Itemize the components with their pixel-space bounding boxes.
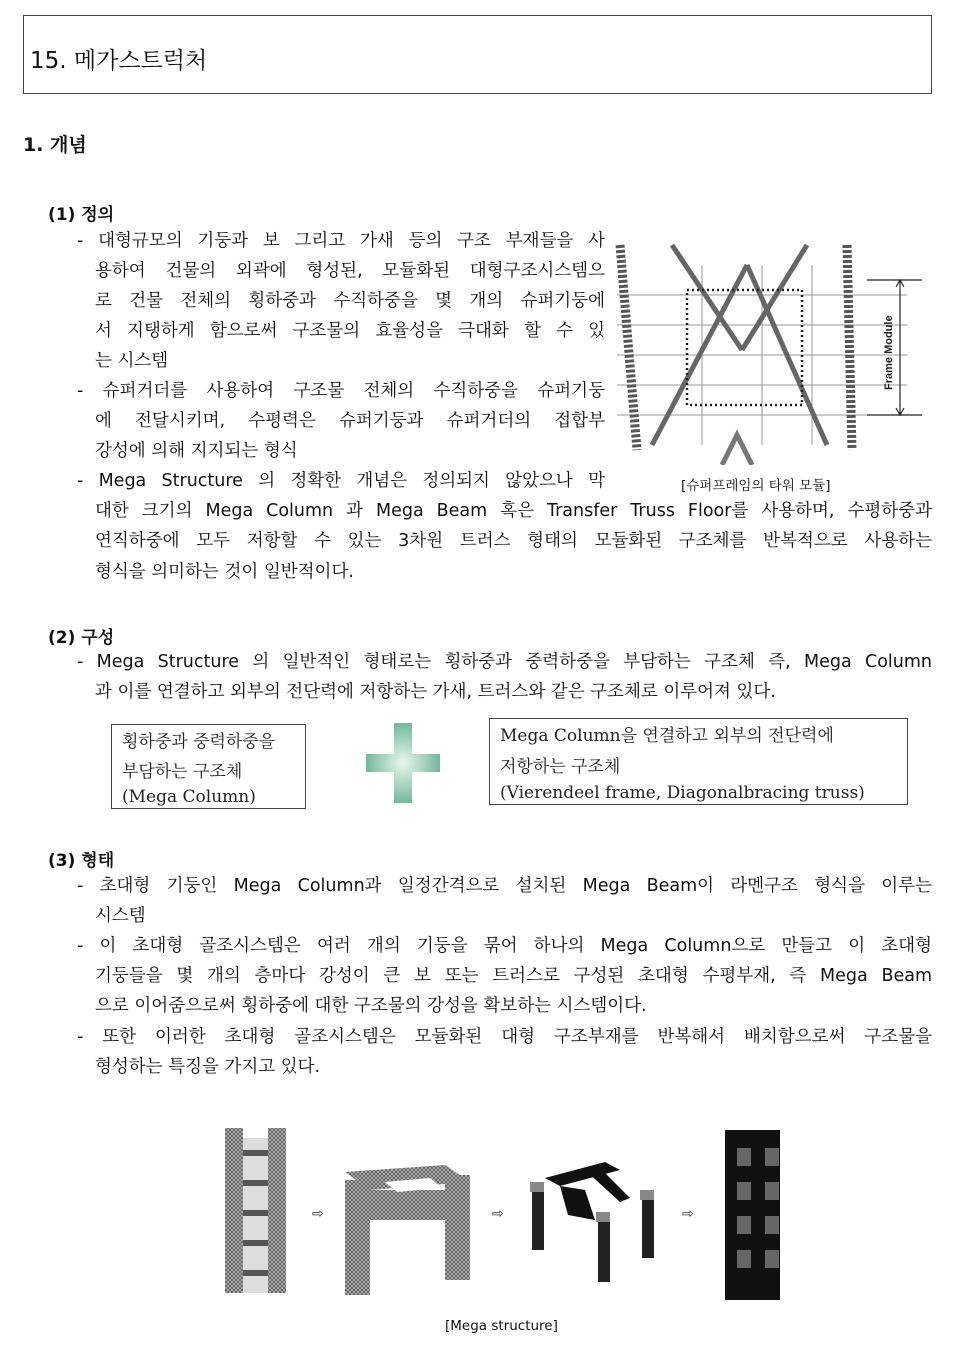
composition-heading: (2) 구성 bbox=[48, 628, 115, 648]
plus-icon bbox=[366, 723, 440, 803]
form-bullet2-line2: 기둥들을 몇 개의 층마다 강성이 큰 보 또는 트러스로 구성된 초대형 수평부재, 즉 Mega Beam bbox=[95, 966, 932, 986]
frame-module-label: Frame Module bbox=[883, 315, 895, 390]
connecting-structure-box bbox=[489, 718, 908, 805]
frame-module-stage bbox=[345, 1165, 470, 1295]
mega-column-box-line2: 부담하는 구조체 bbox=[122, 762, 243, 782]
mega-structure-tower-stage bbox=[725, 1130, 780, 1300]
arrow-icon: ⇨ bbox=[312, 1206, 324, 1222]
composition-bullet1-line2: 과 이를 연결하고 외부의 전단력에 저항하는 가새, 트러스와 같은 구조체로 이루어져 있다. bbox=[95, 682, 776, 702]
tower-module-caption: [슈퍼프레임의 타워 모듈] bbox=[681, 478, 831, 494]
mega-column-box bbox=[111, 724, 306, 809]
definition-bullet2-line2: 에 전달시키며, 수평력은 슈퍼기둥과 슈퍼거더의 접합부 bbox=[95, 411, 605, 431]
mega-structure-sequence-figure bbox=[220, 1120, 780, 1305]
title-box bbox=[23, 15, 932, 94]
connecting-structure-box-line2: 저항하는 구조체 bbox=[500, 757, 621, 777]
form-bullet3-line1: - 또한 이러한 초대형 골조시스템은 모듈화된 대형 구조부재를 반복해서 배치함으로써 구조물을 bbox=[77, 1027, 932, 1047]
form-bullet1-line1: - 초대형 기둥인 Mega Column과 일정간격으로 설치된 Mega Beam이 라멘구조 형식을 이루는 bbox=[77, 876, 932, 896]
form-heading: (3) 형태 bbox=[48, 851, 115, 871]
form-bullet1-line2: 시스템 bbox=[95, 906, 146, 926]
arrow-icon: ⇨ bbox=[492, 1206, 504, 1222]
connecting-structure-box-line3: (Vierendeel frame, Diagonalbracing truss) bbox=[500, 783, 865, 803]
form-bullet2-line1: - 이 초대형 골조시스템은 여러 개의 기둥을 묶어 하나의 Mega Column으로 만들고 이 초대형 bbox=[77, 936, 932, 956]
mega-column-box-line3: (Mega Column) bbox=[122, 787, 256, 807]
tower-frame-stage bbox=[225, 1128, 286, 1293]
definition-heading: (1) 정의 bbox=[48, 205, 115, 225]
definition-bullet1-line3: 로 건물 전체의 횡하중과 수직하중을 몇 개의 슈퍼기둥에 bbox=[95, 291, 605, 311]
arrow-icon: ⇨ bbox=[682, 1206, 694, 1222]
definition-bullet1-line1: - 대형규모의 기둥과 보 그리고 가새 등의 구조 부재들을 사 bbox=[77, 231, 605, 251]
mega-column-box-line1: 횡하중과 중력하중을 bbox=[122, 732, 276, 752]
form-bullet2-line3: 으로 이어줌으로써 횡하중에 대한 구조물의 강성을 확보하는 시스템이다. bbox=[95, 996, 647, 1016]
definition-bullet2-line1: - 슈퍼거더를 사용하여 구조물 전체의 수직하중을 슈퍼기둥 bbox=[77, 381, 605, 401]
composition-bullet1-line1: - Mega Structure 의 일반적인 형태로는 횡하중과 중력하중을 부담하는 구조체 즉, Mega Column bbox=[77, 652, 932, 672]
definition-bullet3-line2: 대한 크기의 Mega Column 과 Mega Beam 혹은 Transfer Truss Floor를 사용하며, 수평하중과 bbox=[95, 501, 932, 521]
form-bullet3-line2: 형성하는 특징을 가지고 있다. bbox=[95, 1057, 321, 1077]
super-frame-tower-module-figure bbox=[612, 235, 932, 465]
section-heading: 1. 개념 bbox=[23, 134, 87, 156]
definition-bullet2-line3: 강성에 의해 지지되는 형식 bbox=[95, 441, 298, 461]
page-title: 15. 메가스트럭처 bbox=[30, 48, 208, 74]
connecting-structure-box-line1: Mega Column을 연결하고 외부의 전단력에 bbox=[500, 726, 834, 746]
definition-bullet1-line4: 서 지탱하게 함으로써 구조물의 효율성을 극대화 할 수 있 bbox=[95, 321, 605, 341]
mega-column-beam-stage bbox=[530, 1162, 654, 1282]
definition-bullet3-line1: - Mega Structure 의 정확한 개념은 정의되지 않았으나 막 bbox=[77, 471, 605, 491]
definition-bullet3-line3: 연직하중에 모두 저항할 수 있는 3차원 트러스 형태의 모듈화된 구조체를 반복적으로 사용하는 bbox=[95, 531, 932, 551]
mega-structure-caption: [Mega structure] bbox=[445, 1318, 558, 1334]
definition-bullet1-line2: 용하여 건물의 외곽에 형성된, 모듈화된 대형구조시스템으 bbox=[95, 261, 605, 281]
definition-bullet1-line5: 는 시스템 bbox=[95, 351, 169, 371]
definition-bullet3-line4: 형식을 의미하는 것이 일반적이다. bbox=[95, 562, 354, 582]
